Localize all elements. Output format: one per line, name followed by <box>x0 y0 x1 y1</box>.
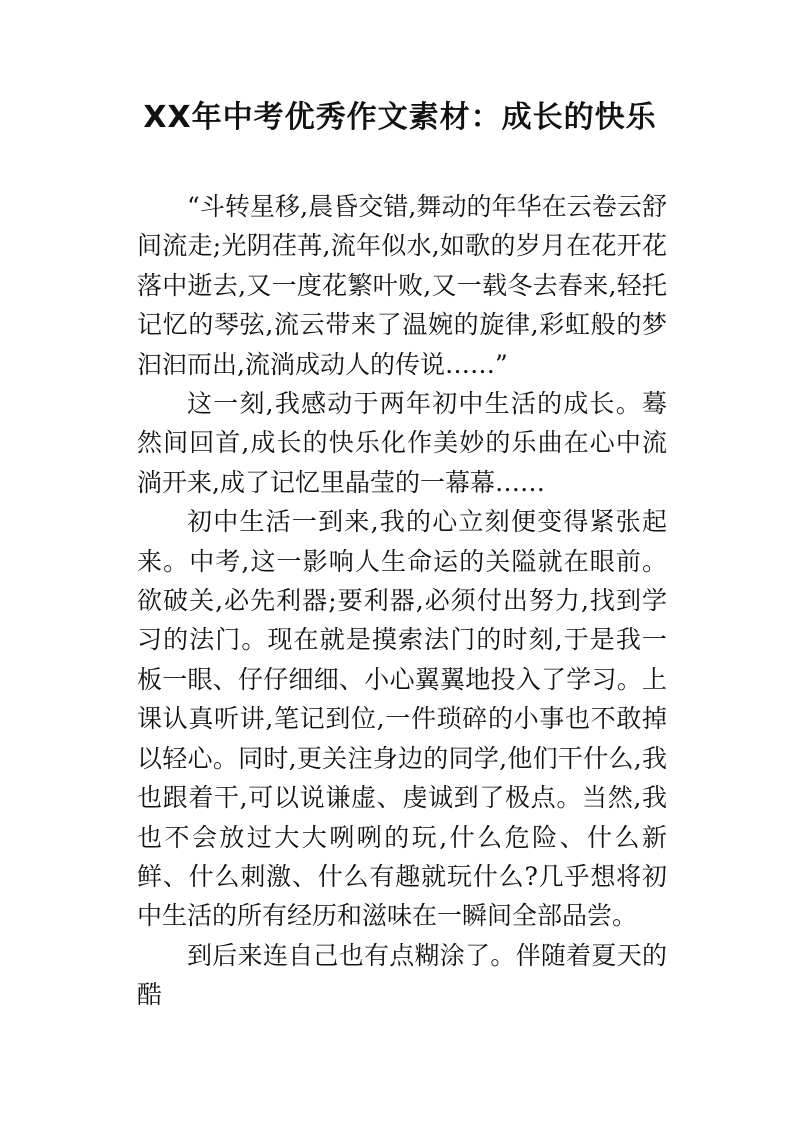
document-title: XX年中考优秀作文素材：成长的快乐 <box>143 100 657 135</box>
document-body <box>137 187 667 1015</box>
paragraph-4: 到后来连自己也有点糊涂了。伴随着夏天的酷 <box>137 940 667 1010</box>
paragraph-1: “斗转星移,晨昏交错,舞动的年华在云卷云舒间流走;光阴荏苒,流年似水,如歌的岁月在花开花落中逝去,又一度花繁叶败,又一载冬去春来,轻托记忆的琴弦,流云带来了温婉的旋律,彩虹般的梦汩汩而出,流淌成动人的传说……” <box>137 192 667 379</box>
paragraph-2: 这一刻,我感动于两年初中生活的成长。蓦然间回首,成长的快乐化作美妙的乐曲在心中流淌开来,成了记忆里晶莹的一幕幕…… <box>137 389 667 497</box>
paragraph-3: 初中生活一到来,我的心立刻便变得紧张起来。中考,这一影响人生命运的关隘就在眼前。欲破关,必先利器;要利器,必须付出努力,找到学习的法门。现在就是摸索法门的时刻,于是我一板一眼、仔仔细细、小心翼翼地投入了学习。上课认真听讲,笔记到位,一件琐碎的小事也不敢掉以轻心。同时,更关注身边的同学,他们干什么,我也跟着干,可以说谦虚、虔诚到了极点。当然,我也不会放过大大咧咧的玩,什么危险、什么新鲜、什么刺激、什么有趣就玩什么?几乎想将初中生活的所有经历和滋味在一瞬间全部品尝。 <box>137 507 667 931</box>
